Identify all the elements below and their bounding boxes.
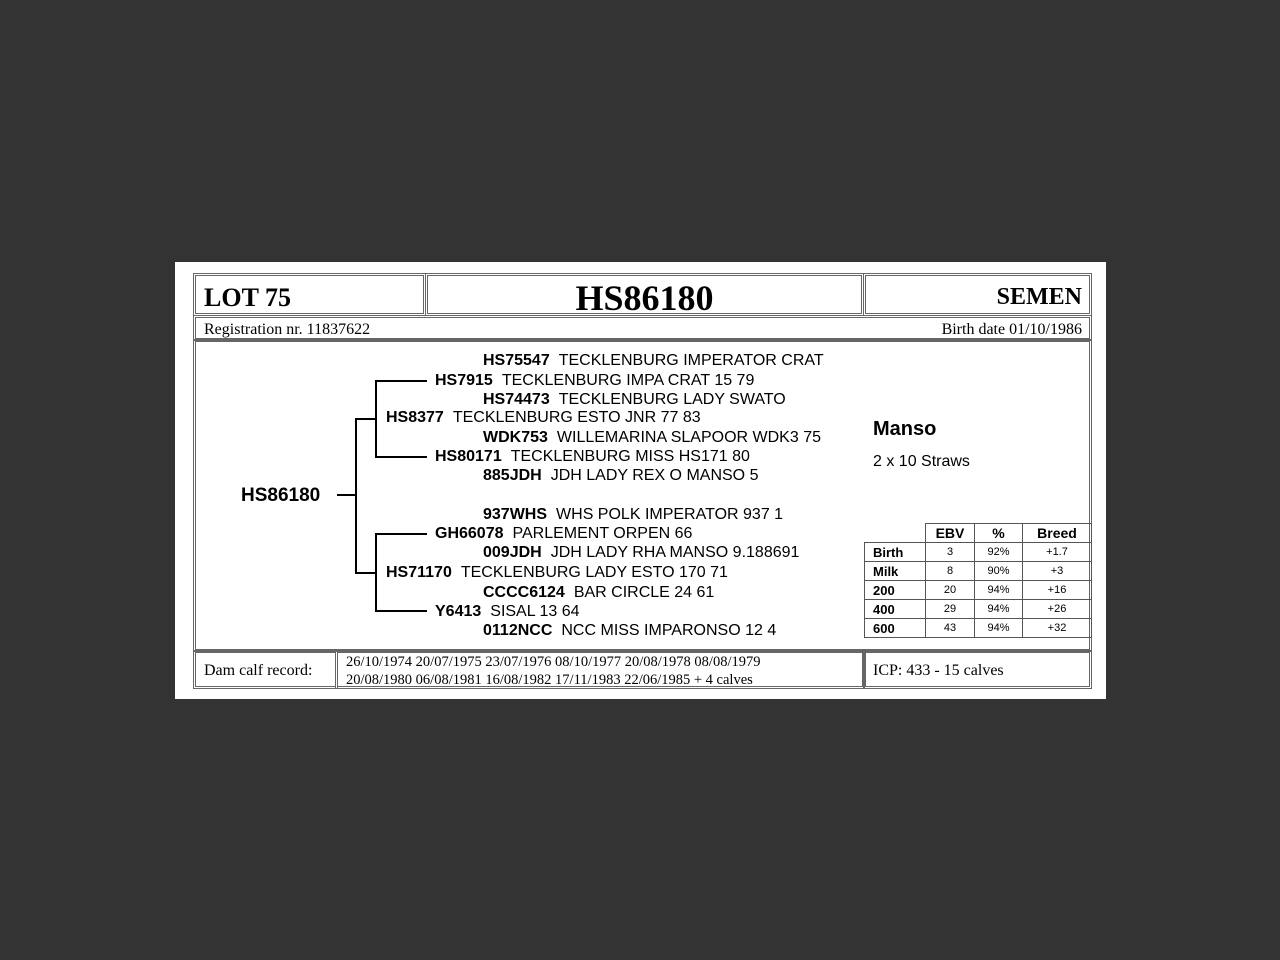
ebv-table — [864, 523, 1092, 638]
dam-calf-label: Dam calf record: — [204, 662, 313, 679]
ebv-breed: +16 — [1023, 581, 1092, 600]
pedigree-connector — [375, 456, 427, 458]
pedigree-entry — [435, 373, 754, 389]
pedigree-id: Y6413 — [435, 603, 482, 620]
ebv-accuracy: 94% — [975, 581, 1023, 600]
ebv-breed: +1.7 — [1023, 543, 1092, 562]
dam-calf-record-line: 26/10/1974 20/07/1975 23/07/1976 08/10/1977 20/08/1978 08/08/1979 — [346, 654, 761, 670]
pedigree-id: HS75547 — [483, 352, 550, 369]
pedigree-entry — [483, 507, 783, 523]
ebv-breed: +3 — [1023, 562, 1092, 581]
pedigree-id: HS71170 — [386, 564, 452, 581]
icp-value: ICP: 433 - 15 calves — [873, 662, 1004, 679]
pedigree-name: JDH LADY RHA MANSO 9.188691 — [550, 544, 800, 561]
table-row — [865, 562, 1092, 581]
sire-common-name: Manso — [873, 418, 937, 440]
pedigree-entry — [386, 410, 701, 426]
pedigree-name: SISAL 13 64 — [490, 603, 580, 620]
ebv-header: EBV — [926, 524, 975, 543]
pedigree-connector — [355, 418, 357, 573]
pedigree-name: JDH LADY REX O MANSO 5 — [550, 467, 759, 484]
pedigree-connector — [355, 418, 376, 420]
ebv-accuracy: 90% — [975, 562, 1023, 581]
pedigree-id: WDK753 — [483, 429, 548, 446]
pedigree-entry — [483, 585, 714, 601]
pedigree-entry — [483, 430, 821, 446]
ebv-value: 20 — [926, 581, 975, 600]
ebv-row-label: 600 — [865, 619, 926, 638]
ebv-accuracy: 94% — [975, 600, 1023, 619]
ebv-row-label: Milk — [865, 562, 926, 581]
pedigree-connector — [355, 572, 376, 574]
title-box — [425, 273, 864, 316]
icp-box — [863, 650, 1092, 689]
pedigree-id: HS80171 — [435, 448, 502, 465]
pedigree-id: CCCC6124 — [483, 584, 565, 601]
pedigree-name: PARLEMENT ORPEN 66 — [512, 525, 693, 542]
pedigree-entry — [386, 565, 728, 581]
pedigree-name: WILLEMARINA SLAPOOR WDK3 75 — [556, 429, 821, 446]
ebv-value: 3 — [926, 543, 975, 562]
ebv-row-label: Birth — [865, 543, 926, 562]
registration-title: HS86180 — [575, 278, 714, 318]
straw-count: 2 x 10 Straws — [873, 453, 970, 470]
ebv-row-label: 400 — [865, 600, 926, 619]
pedigree-entry — [483, 545, 799, 561]
table-row — [865, 600, 1092, 619]
lot-card — [175, 262, 1106, 699]
ebv-accuracy: 94% — [975, 619, 1023, 638]
pedigree-entry — [483, 392, 786, 408]
pedigree-name: TECKLENBURG IMPERATOR CRAT — [558, 352, 824, 369]
pedigree-id: GH66078 — [435, 525, 504, 542]
type-box — [863, 273, 1092, 316]
table-row — [865, 543, 1092, 562]
lot-type: SEMEN — [996, 284, 1082, 310]
pedigree-connector — [375, 533, 427, 535]
pedigree-entry — [483, 623, 776, 639]
ebv-header: Breed — [1023, 524, 1092, 543]
pedigree-entry — [435, 604, 580, 620]
pedigree-entry — [435, 449, 750, 465]
table-row — [865, 619, 1092, 638]
pedigree-entry — [435, 526, 692, 542]
pedigree-id: 937WHS — [483, 506, 548, 523]
dam-calf-label-box — [193, 650, 338, 689]
pedigree-connector — [375, 533, 377, 612]
pedigree-name: WHS POLK IMPERATOR 937 1 — [556, 506, 784, 523]
pedigree-name: BAR CIRCLE 24 61 — [573, 584, 715, 601]
pedigree-animal: HS86180 — [241, 485, 321, 506]
pedigree-name: NCC MISS IMPARONSO 12 4 — [561, 622, 777, 639]
table-row — [865, 581, 1092, 600]
pedigree-id: HS7915 — [435, 372, 493, 389]
lot-number: LOT 75 — [204, 283, 291, 312]
dam-calf-record-line: 20/08/1980 06/08/1981 16/08/1982 17/11/1983 22/06/1985 + 4 calves — [346, 672, 753, 688]
ebv-accuracy: 92% — [975, 543, 1023, 562]
pedigree-name: TECKLENBURG MISS HS171 80 — [510, 448, 750, 465]
registration-number: Registration nr. 11837622 — [204, 321, 371, 338]
info-bar — [193, 315, 1092, 341]
ebv-breed: +26 — [1023, 600, 1092, 619]
pedigree-name: TECKLENBURG ESTO JNR 77 83 — [452, 409, 701, 426]
pedigree-id: HS8377 — [386, 409, 444, 426]
pedigree-entry — [483, 468, 758, 484]
pedigree-name: TECKLENBURG LADY SWATO — [558, 391, 786, 408]
pedigree-id: HS74473 — [483, 391, 550, 408]
ebv-value: 43 — [926, 619, 975, 638]
ebv-row-label: 200 — [865, 581, 926, 600]
dam-calf-record-box — [335, 650, 865, 689]
pedigree-id: 0112NCC — [483, 622, 553, 639]
pedigree-connector — [375, 380, 377, 457]
pedigree-name: TECKLENBURG LADY ESTO 170 71 — [460, 564, 728, 581]
pedigree-connector — [375, 610, 427, 612]
ebv-header-row — [865, 524, 1092, 543]
pedigree-connector — [337, 494, 355, 496]
lot-box — [193, 273, 426, 316]
pedigree-id: 009JDH — [483, 544, 542, 561]
ebv-corner — [865, 524, 926, 543]
ebv-value: 8 — [926, 562, 975, 581]
birth-date: Birth date 01/10/1986 — [941, 321, 1082, 338]
pedigree-id: 885JDH — [483, 467, 542, 484]
ebv-header: % — [975, 524, 1023, 543]
ebv-value: 29 — [926, 600, 975, 619]
pedigree-connector — [375, 380, 427, 382]
ebv-breed: +32 — [1023, 619, 1092, 638]
pedigree-name: TECKLENBURG IMPA CRAT 15 79 — [501, 372, 755, 389]
pedigree-entry — [483, 353, 824, 369]
